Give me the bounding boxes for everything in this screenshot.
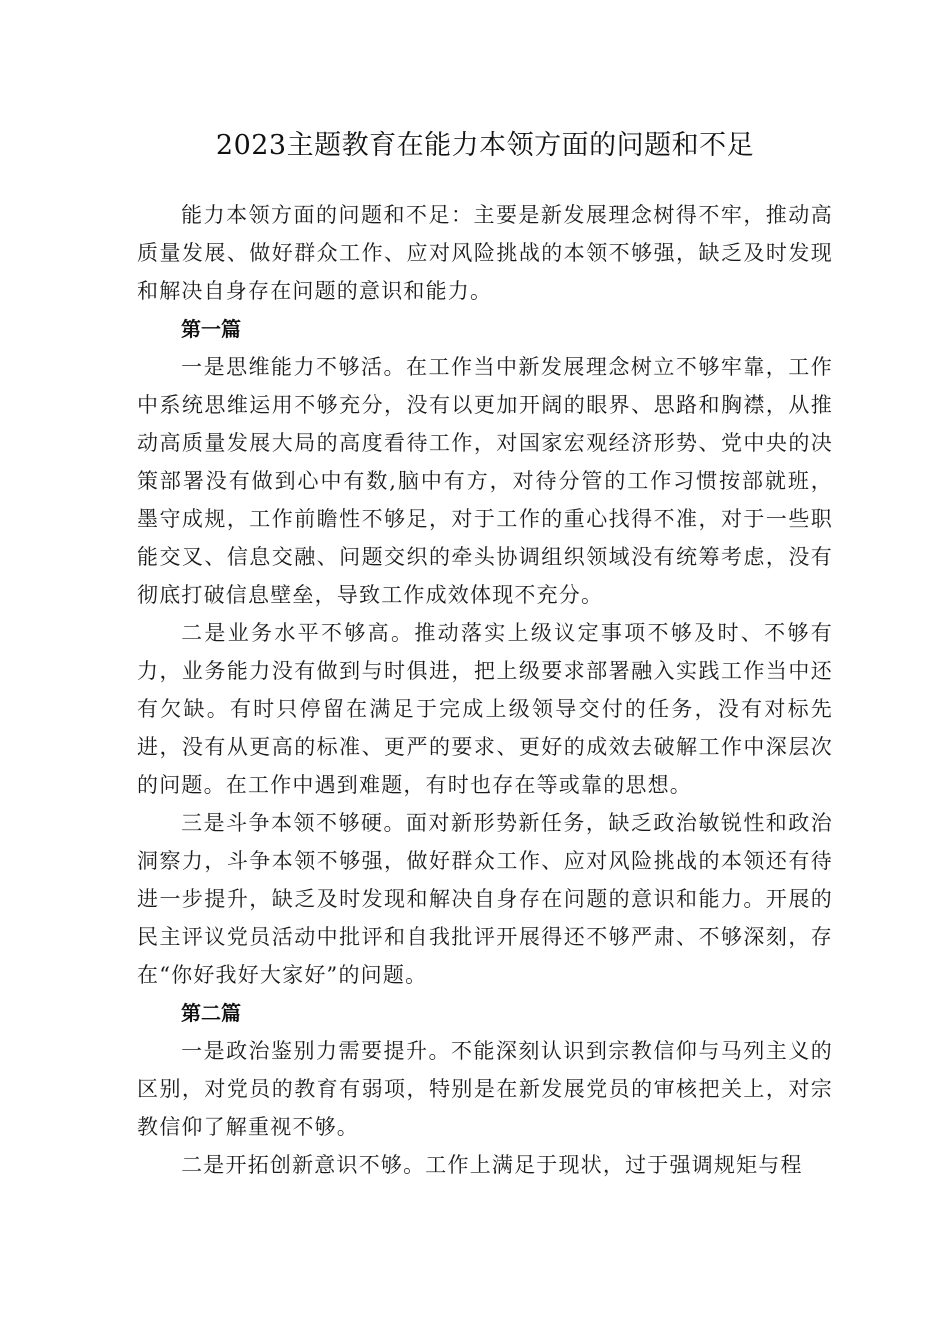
section-1-paragraph-2: 二是业务水平不够高。推动落实上级议定事项不够及时、不够有力，业务能力没有做到与时俱进，把上级要求部署融入实践工作当中还有欠缺。有时只停留在满足于完成上级领导交付的任务，没有对标先进，没有从更高的标准、更严的要求、更好的成效去破解工作中深层次的问题。在工作中遇到难题，有时也存在等或靠的思想。 xyxy=(137,621,833,797)
section-2-paragraph-1: 一是政治鉴别力需要提升。不能深刻认识到宗教信仰与马列主义的区别，对党员的教育有弱项，特别是在新发展党员的审核把关上，对宗教信仰了解重视不够。 xyxy=(137,1039,833,1139)
document-title: 2023主题教育在能力本领方面的问题和不足 xyxy=(215,130,755,161)
section-2-paragraph-2: 二是开拓创新意识不够。工作上满足于现状，过于强调规矩与程 xyxy=(181,1153,803,1177)
section-heading-2: 第二篇 xyxy=(181,1001,241,1025)
intro-paragraph: 能力本领方面的问题和不足：主要是新发展理念树得不牢，推动高质量发展、做好群众工作、应对风险挑战的本领不够强，缺乏及时发现和解决自身存在问题的意识和能力。 xyxy=(137,203,833,303)
section-1-paragraph-3: 三是斗争本领不够硬。面对新形势新任务，缺乏政治敏锐性和政治洞察力，斗争本领不够强，做好群众工作、应对风险挑战的本领还有待进一步提升，缺乏及时发现和解决自身存在问题的意识和能力。开展的民主评议党员活动中批评和自我批评开展得还不够严肃、不够深刻，存在“你好我好大家好”的问题。 xyxy=(137,811,833,987)
section-1-paragraph-1: 一是思维能力不够活。在工作当中新发展理念树立不够牢靠，工作中系统思维运用不够充分，没有以更加开阔的眼界、思路和胸襟，从推动高质量发展大局的高度看待工作，对国家宏观经济形势、党中央的决策部署没有做到心中有数,脑中有方，对待分管的工作习惯按部就班，墨守成规，工作前瞻性不够足，对于工作的重心找得不准，对于一些职能交叉、信息交融、问题交织的牵头协调组织领域没有统筹考虑，没有彻底打破信息壁垒，导致工作成效体现不充分。 xyxy=(137,355,833,607)
section-heading-1: 第一篇 xyxy=(181,317,241,341)
document-body xyxy=(137,126,833,1184)
